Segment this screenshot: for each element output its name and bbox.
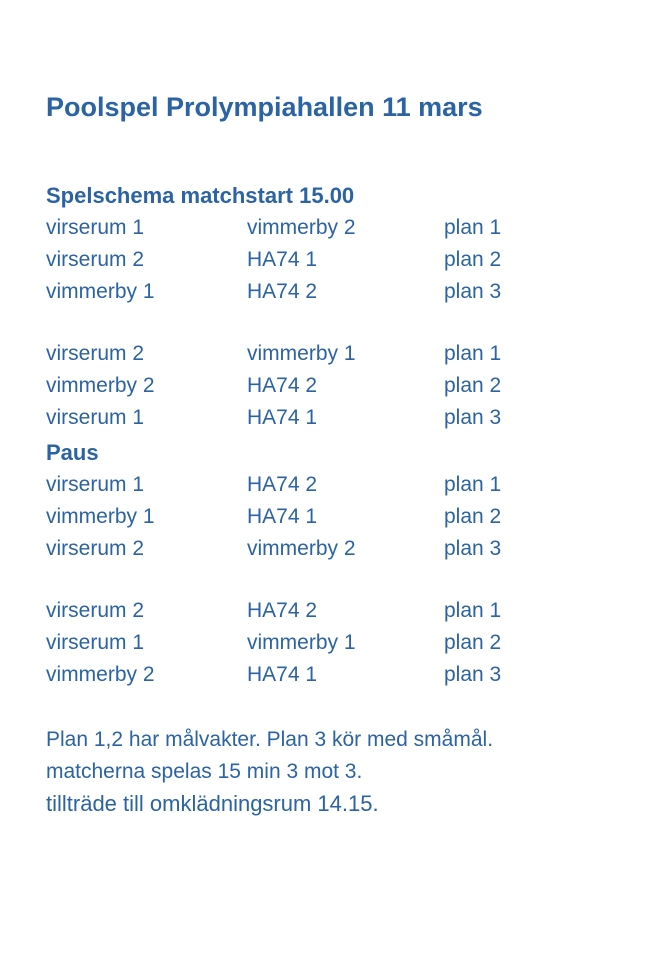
pitch-label: plan 3 bbox=[444, 663, 502, 686]
home-team: virserum 2 bbox=[46, 537, 145, 560]
away-team: HA74 2 bbox=[247, 280, 318, 303]
schedule-heading: Spelschema matchstart 15.00 bbox=[46, 183, 355, 208]
home-team: vimmerby 1 bbox=[46, 505, 155, 528]
home-team: virserum 1 bbox=[46, 406, 145, 429]
away-team: HA74 1 bbox=[247, 663, 318, 686]
home-team: vimmerby 2 bbox=[46, 374, 155, 397]
home-team: virserum 1 bbox=[46, 473, 145, 496]
note-match-format: matcherna spelas 15 min 3 mot 3. bbox=[46, 760, 363, 783]
match-row bbox=[46, 374, 606, 404]
away-team: HA74 1 bbox=[247, 248, 318, 271]
home-team: virserum 1 bbox=[46, 631, 145, 654]
pitch-label: plan 3 bbox=[444, 280, 502, 303]
home-team: vimmerby 1 bbox=[46, 280, 155, 303]
home-team: virserum 2 bbox=[46, 342, 145, 365]
away-team: vimmerby 2 bbox=[247, 216, 356, 239]
pitch-label: plan 1 bbox=[444, 599, 502, 622]
pitch-label: plan 2 bbox=[444, 631, 502, 654]
match-row bbox=[46, 342, 606, 372]
match-row bbox=[46, 248, 606, 278]
note-locker-room: tillträde till omklädningsrum 14.15. bbox=[46, 791, 379, 816]
pause-heading: Paus bbox=[46, 440, 99, 465]
home-team: virserum 1 bbox=[46, 216, 145, 239]
away-team: HA74 2 bbox=[247, 473, 318, 496]
pitch-label: plan 3 bbox=[444, 406, 502, 429]
away-team: HA74 1 bbox=[247, 406, 318, 429]
match-row bbox=[46, 537, 606, 567]
pitch-label: plan 2 bbox=[444, 374, 502, 397]
match-row bbox=[46, 505, 606, 535]
page-title: Poolspel Prolympiahallen 11 mars bbox=[46, 92, 483, 122]
pitch-label: plan 1 bbox=[444, 342, 502, 365]
match-row bbox=[46, 280, 606, 310]
pitch-label: plan 2 bbox=[444, 505, 502, 528]
home-team: vimmerby 2 bbox=[46, 663, 155, 686]
pitch-label: plan 2 bbox=[444, 248, 502, 271]
away-team: HA74 1 bbox=[247, 505, 318, 528]
match-row bbox=[46, 631, 606, 661]
home-team: virserum 2 bbox=[46, 248, 145, 271]
match-row bbox=[46, 216, 606, 246]
away-team: HA74 2 bbox=[247, 374, 318, 397]
home-team: virserum 2 bbox=[46, 599, 145, 622]
pitch-label: plan 1 bbox=[444, 473, 502, 496]
match-row bbox=[46, 599, 606, 629]
match-row bbox=[46, 473, 606, 503]
away-team: vimmerby 2 bbox=[247, 537, 356, 560]
note-goalkeepers: Plan 1,2 har målvakter. Plan 3 kör med småmål. bbox=[46, 728, 494, 751]
away-team: vimmerby 1 bbox=[247, 342, 356, 365]
pitch-label: plan 3 bbox=[444, 537, 502, 560]
away-team: HA74 2 bbox=[247, 599, 318, 622]
match-row bbox=[46, 406, 606, 436]
pitch-label: plan 1 bbox=[444, 216, 502, 239]
away-team: vimmerby 1 bbox=[247, 631, 356, 654]
match-row bbox=[46, 663, 606, 693]
